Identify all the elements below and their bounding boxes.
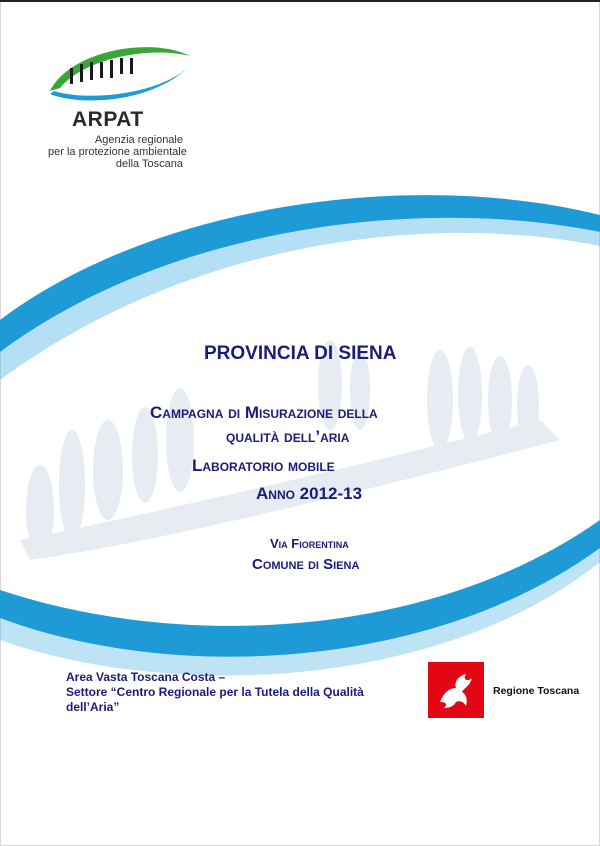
- arpat-logo-name: ARPAT: [72, 108, 144, 131]
- regione-toscana-label: Regione Toscana: [493, 685, 580, 697]
- location-comune: Comune di Siena: [252, 556, 360, 573]
- year-title: Anno 2012-13: [256, 484, 363, 503]
- logo-subtitle-line: della Toscana: [115, 158, 183, 170]
- mobile-lab-title: Laboratorio mobile: [192, 456, 335, 475]
- regione-toscana-pegasus-icon: [428, 662, 484, 718]
- location-street: Via Fiorentina: [270, 536, 349, 551]
- tree-silhouettes-decoration: [20, 340, 560, 560]
- arpat-logo: [40, 36, 200, 176]
- logo-subtitle-line: Agenzia regionale: [94, 134, 183, 146]
- arpat-tree-emblem-icon: [40, 36, 200, 108]
- logo-subtitle-line: per la protezione ambientale: [48, 146, 187, 158]
- footer-line: Settore “Centro Regionale per la Tutela della Qualità: [66, 685, 364, 699]
- campaign-title-line2: qualità dell’aria: [226, 427, 350, 446]
- footer-line: dell’Aria”: [66, 700, 120, 714]
- province-title: PROVINCIA DI SIENA: [204, 343, 397, 364]
- campaign-title-line1: Campagna di Misurazione della: [150, 403, 378, 422]
- arpat-logo-subtitle: [48, 134, 187, 170]
- footer-line: Area Vasta Toscana Costa –: [66, 670, 226, 684]
- footer-department-text: [66, 670, 426, 715]
